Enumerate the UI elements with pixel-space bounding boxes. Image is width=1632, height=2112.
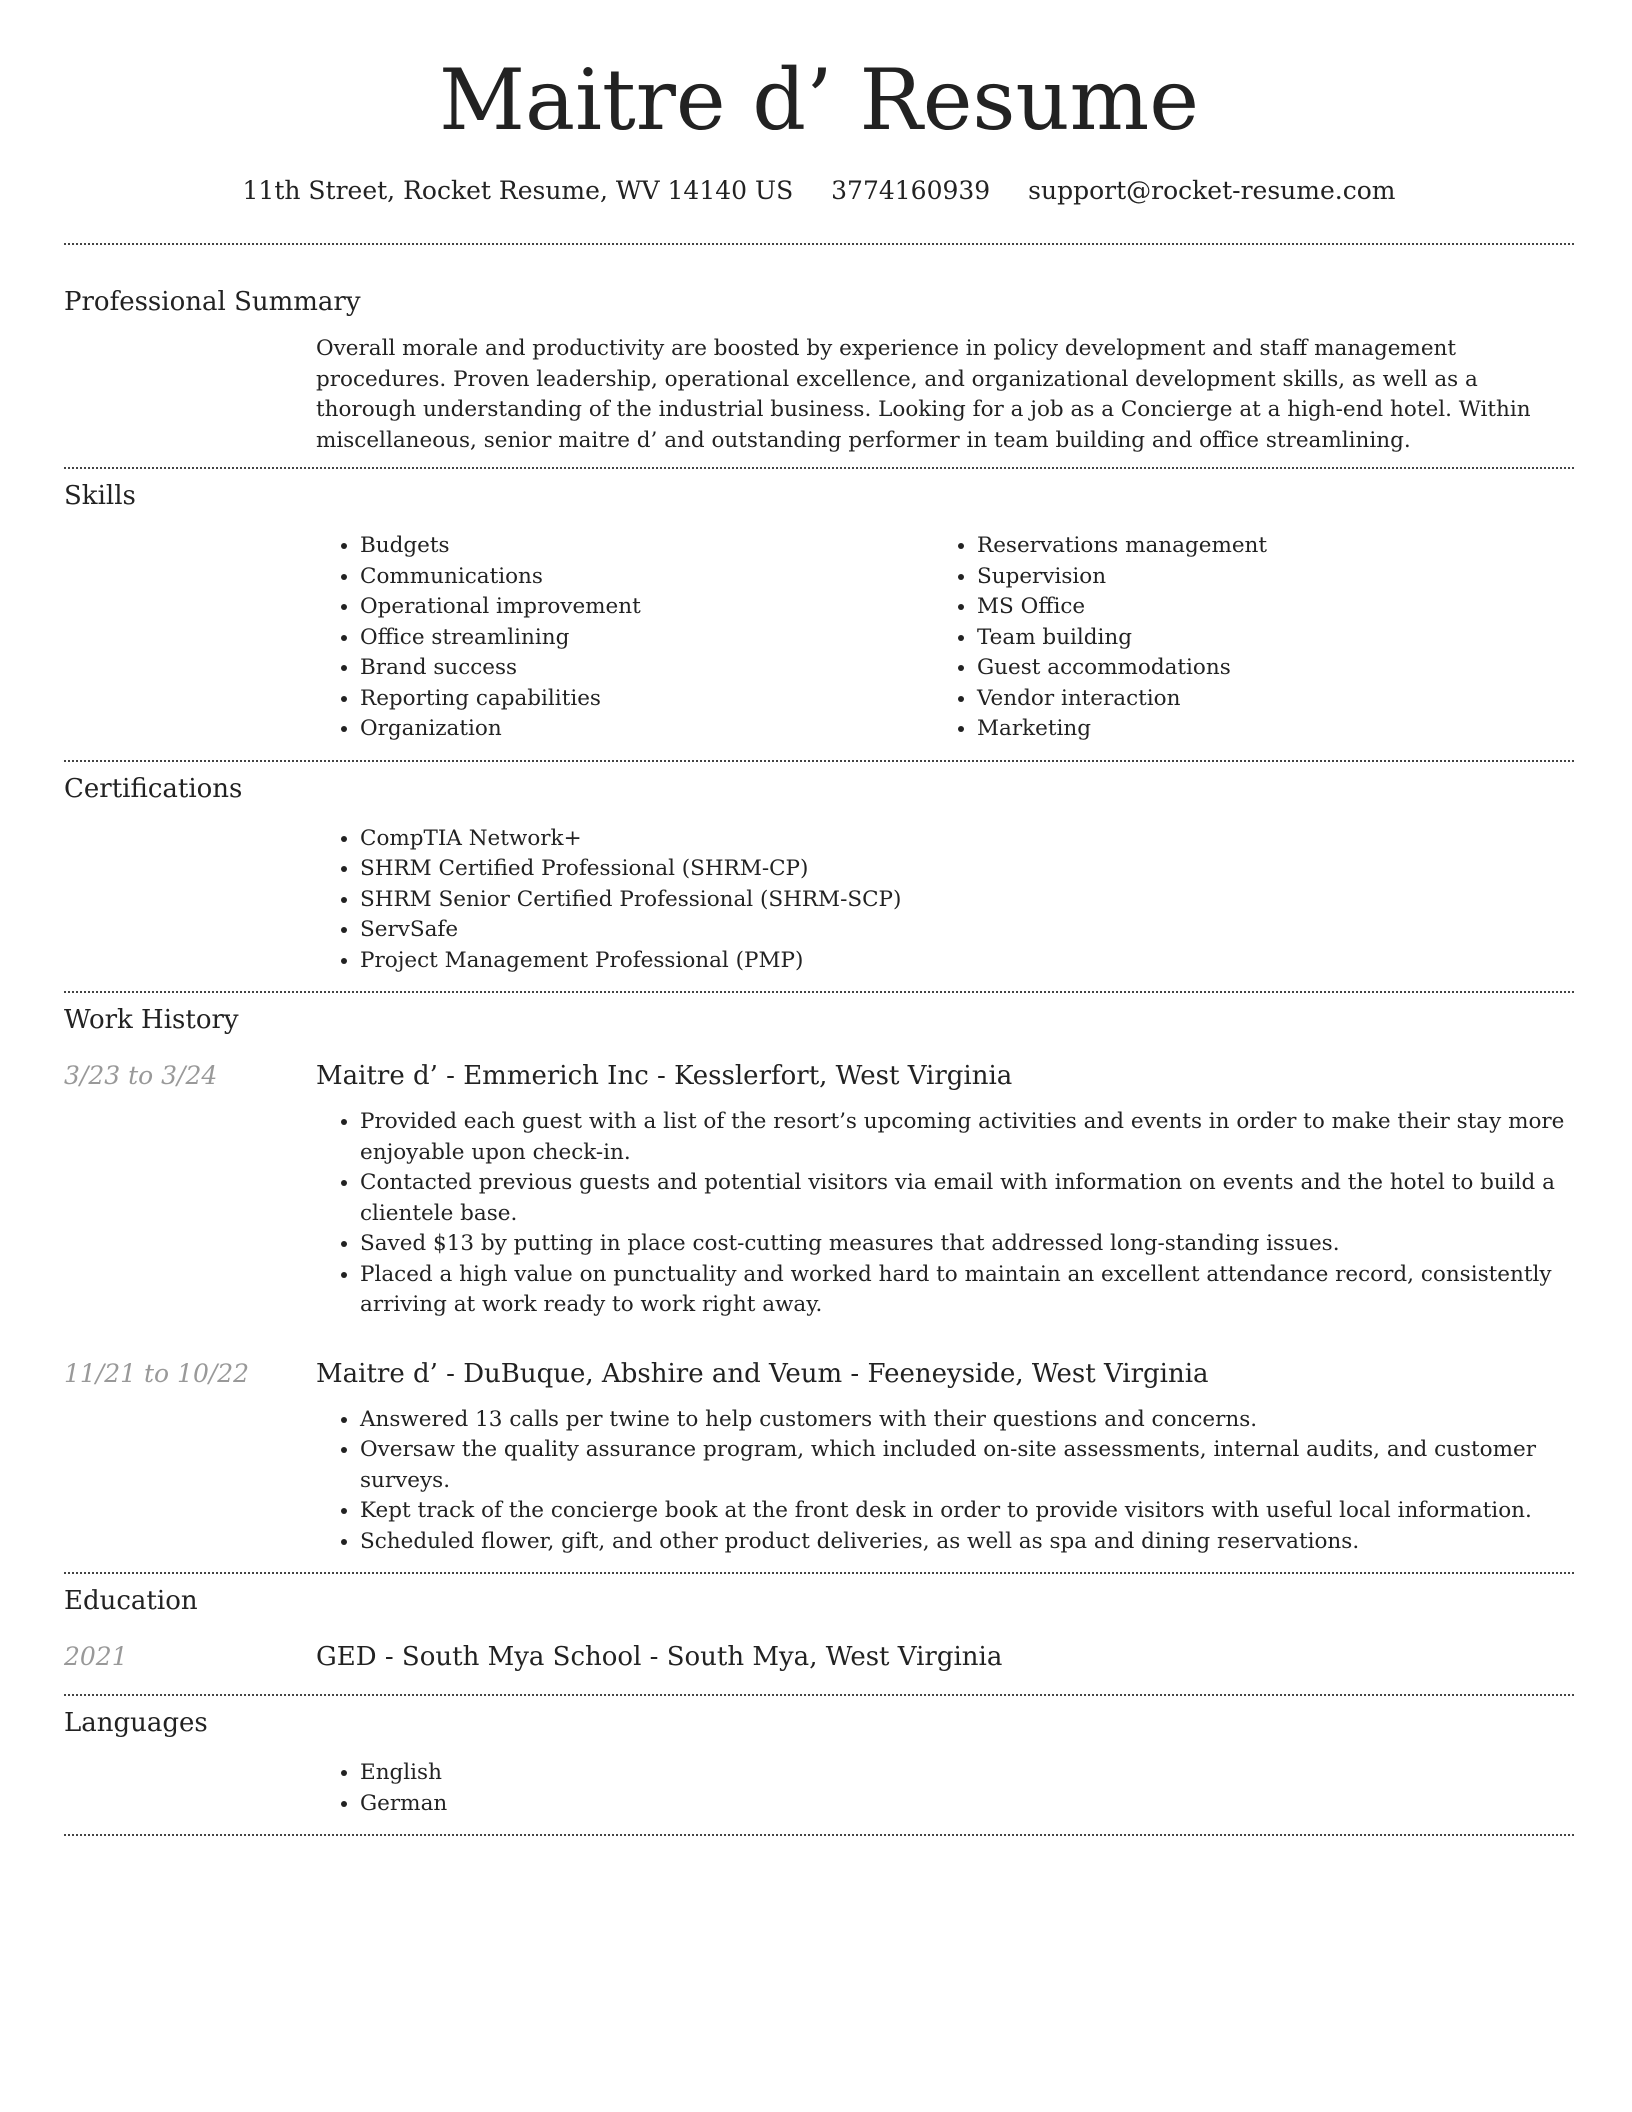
summary-text: Overall morale and productivity are boosted by experience in policy development and staff management procedures. Proven leadership, operational excellence, and organizational development skills, as well as a thorough understanding of the industrial business. Looking for a job as a Concierge at a high-end hotel. Within miscellaneous, senior maitre d’ and outstanding performer in team building and office streamlining. bbox=[316, 336, 1531, 453]
job-dates: 3/23 to 3/24 bbox=[64, 1061, 218, 1090]
divider bbox=[64, 760, 1574, 762]
skill-item: • Office streamlining bbox=[360, 623, 933, 654]
job-bullets bbox=[316, 1107, 1574, 1321]
job-bullet: • Kept track of the concierge book at the front desk in order to provide visitors with useful local information. bbox=[360, 1496, 1574, 1527]
skill-item: • Vendor interaction bbox=[977, 684, 1550, 715]
skill-item: • Reservations management bbox=[977, 531, 1550, 562]
language-item: • German bbox=[360, 1789, 1574, 1820]
skill-item: • Supervision bbox=[977, 562, 1550, 593]
contact-line bbox=[64, 174, 1574, 208]
skill-item: • Reporting capabilities bbox=[360, 684, 933, 715]
job-title: Maitre d’ - Emmerich Inc - Kesslerfort, West Virginia bbox=[316, 1061, 1013, 1091]
skill-item: • Team building bbox=[977, 623, 1550, 654]
job-bullet: • Oversaw the quality assurance program, which included on-site assessments, internal audits, and customer surveys. bbox=[360, 1435, 1574, 1496]
certification-item: • SHRM Senior Certified Professional (SHRM-SCP) bbox=[360, 885, 1574, 916]
contact-address: 11th Street, Rocket Resume, WV 14140 US bbox=[242, 176, 794, 205]
skill-item: • Communications bbox=[360, 562, 933, 593]
education-year: 2021 bbox=[64, 1642, 128, 1671]
section-title-certifications: Certifications bbox=[64, 773, 243, 804]
skill-item: • Operational improvement bbox=[360, 592, 933, 623]
job-header bbox=[64, 1059, 1574, 1093]
skill-item: • Guest accommodations bbox=[977, 653, 1550, 684]
contact-phone: 3774160939 bbox=[831, 176, 991, 205]
divider bbox=[64, 243, 1574, 245]
education-entry bbox=[64, 1640, 1574, 1674]
certification-item: • CompTIA Network+ bbox=[360, 824, 1574, 855]
section-title-languages: Languages bbox=[64, 1708, 208, 1738]
skills-column-right bbox=[933, 531, 1550, 745]
education-degree: GED - South Mya School - South Mya, West Virginia bbox=[316, 1642, 1003, 1672]
skill-item: • Brand success bbox=[360, 653, 933, 684]
job-bullet: • Saved $13 by putting in place cost-cutting measures that addressed long-standing issues. bbox=[360, 1229, 1574, 1260]
certification-item: • ServSafe bbox=[360, 915, 1574, 946]
section-title-summary: Professional Summary bbox=[64, 287, 361, 317]
job-bullet: • Contacted previous guests and potential visitors via email with information on events and the hotel to build a clientele base. bbox=[360, 1168, 1574, 1229]
divider bbox=[64, 1572, 1574, 1574]
job-bullet: • Placed a high value on punctuality and worked hard to maintain an excellent attendance record, consistently arriving at work ready to work right away. bbox=[360, 1260, 1574, 1321]
certifications-list bbox=[316, 824, 1574, 977]
job-bullet: • Answered 13 calls per twine to help customers with their questions and concerns. bbox=[360, 1405, 1574, 1436]
divider bbox=[64, 1694, 1574, 1696]
skill-item: • Budgets bbox=[360, 531, 933, 562]
job-bullet: • Scheduled flower, gift, and other product deliveries, as well as spa and dining reservations. bbox=[360, 1527, 1574, 1558]
language-item: • English bbox=[360, 1758, 1574, 1789]
skill-item: • MS Office bbox=[977, 592, 1550, 623]
job-bullet: • Provided each guest with a list of the resort’s upcoming activities and events in order to make their stay more enjoyable upon check-in. bbox=[360, 1107, 1574, 1168]
section-title-work-history: Work History bbox=[64, 1005, 239, 1035]
divider bbox=[64, 991, 1574, 993]
skill-item: • Organization bbox=[360, 714, 933, 745]
divider bbox=[64, 1834, 1574, 1836]
contact-email[interactable]: support@rocket-resume.com bbox=[1028, 176, 1396, 205]
job-title: Maitre d’ - DuBuque, Abshire and Veum - Feeneyside, West Virginia bbox=[316, 1358, 1209, 1389]
skill-item: • Marketing bbox=[977, 714, 1550, 745]
divider bbox=[64, 467, 1574, 469]
job-bullets bbox=[316, 1405, 1574, 1558]
resume-page bbox=[64, 0, 1574, 1836]
job-header bbox=[64, 1357, 1574, 1391]
languages-list bbox=[316, 1758, 1574, 1819]
section-title-education: Education bbox=[64, 1586, 198, 1616]
skills-column-left bbox=[316, 531, 933, 745]
job-dates: 11/21 to 10/22 bbox=[64, 1358, 250, 1388]
skills-list bbox=[316, 531, 1574, 745]
section-title-skills: Skills bbox=[64, 481, 136, 511]
certification-item: • SHRM Certified Professional (SHRM-CP) bbox=[360, 854, 1574, 885]
certification-item: • Project Management Professional (PMP) bbox=[360, 946, 1574, 977]
resume-name: Maitre d’ Resume bbox=[439, 51, 1199, 149]
